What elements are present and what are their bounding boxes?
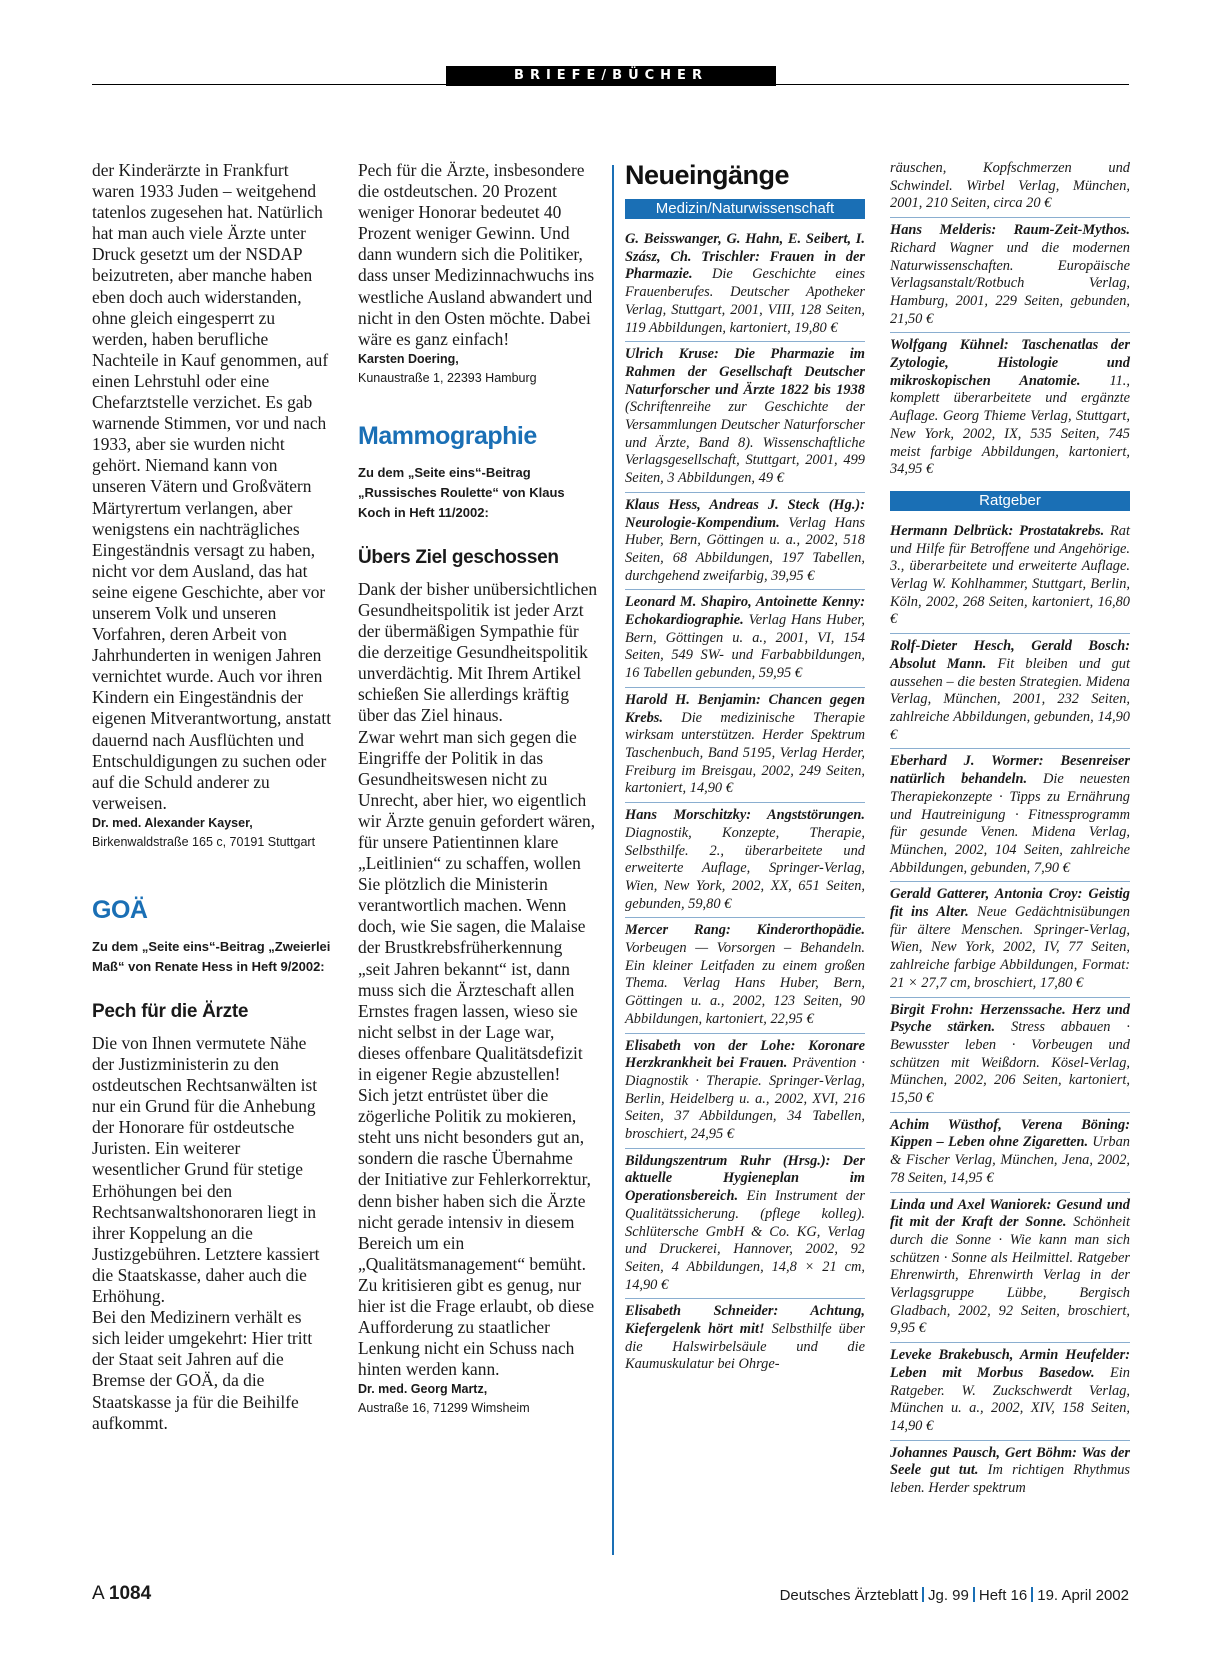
book-details: 11., komplett überarbeitete und ergänzte Auflage. Georg Thieme Verlag, Stuttgart, New York, 2002, IX, 535 Seiten, 745 meist farbige Abbildungen, kartoniert, 34,95 € xyxy=(890,372,1130,478)
book-details: Rat und Hilfe für Betroffene und Angehörige. 3., überarbeitete und erweiterte Auflage. Verlag W. Kohlhammer, Stuttgart, Berlin, Köln, 2002, 268 Seiten, kartoniert, 16,80 € xyxy=(890,522,1130,628)
section-title-mammographie: Mammographie xyxy=(358,421,537,450)
column-4 xyxy=(890,160,1130,1502)
book-details: Ein Ratgeber. W. Zuckschwerdt Verlag, München u. a., 2002, XIV, 158 Seiten, 14,90 € xyxy=(890,1364,1130,1434)
book-entry xyxy=(890,1192,1130,1339)
book-details: Verlag Hans Huber, Bern, Göttingen u. a., 2001, VI, 154 Seiten, 549 SW- und Farbabbildungen, 16 Tabellen gebunden, 59,95 € xyxy=(625,612,865,682)
signature-address: Birkenwaldstraße 165 c, 70191 Stuttgart xyxy=(92,834,316,849)
page-number-value: 1084 xyxy=(108,1583,152,1604)
book-title: Wolfgang Kühnel: Taschenatlas der Zytologie, Histologie und mikroskopischen Anatomie. xyxy=(890,337,1130,389)
book-entry xyxy=(625,802,865,913)
letter-text xyxy=(92,1033,332,1434)
book-details: Diagnostik, Konzepte, Therapie, Selbsthilfe. 2., überarbeitete und erweiterte Auflage, Springer-Verlag, Wien, New York, 2002, XX, 651 Seiten, gebunden, 59,80 € xyxy=(625,824,865,912)
section-intro: Zu dem „Seite eins“-Beitrag „Zweierlei Maß“ von Renate Hess in Heft 9/2002: xyxy=(92,938,331,974)
neueingaenge-title: Neueingänge xyxy=(625,160,790,190)
page-prefix: A xyxy=(92,1583,104,1604)
book-details: Selbsthilfe über die Halswirbelsäule und die Kaumuskulatur bei Ohrge- xyxy=(625,1321,865,1373)
separator xyxy=(922,1587,924,1602)
book-title: Ulrich Kruse: Die Pharmazie im Rahmen der Gesellschaft Deutscher Naturforscher und Ärzte 1822 bis 1938 xyxy=(625,346,865,398)
book-entry xyxy=(890,332,1130,479)
section-intro: Zu dem „Seite eins“-Beitrag „Russisches Roulette“ von Klaus Koch in Heft 11/2002: xyxy=(358,464,565,520)
book-title: Achim Wüsthof, Verena Böning: Kippen – Leben ohne Zigaretten. xyxy=(890,1116,1130,1151)
book-entry xyxy=(625,1148,865,1295)
book-entry xyxy=(625,231,865,337)
book-entry xyxy=(890,523,1130,629)
book-entry xyxy=(625,589,865,683)
book-entry xyxy=(890,997,1130,1108)
book-title: Linda und Axel Waniorek: Gesund und fit mit der Kraft der Sonne. xyxy=(890,1196,1130,1231)
book-list xyxy=(890,523,1130,1498)
book-title: Elisabeth von der Lohe: Koronare Herzkrankheit bei Frauen. xyxy=(625,1037,865,1072)
journal-volume: Jg. 99 xyxy=(928,1587,969,1604)
paragraph: Dank der bisher unübersichtlichen Gesundheitspolitik ist jeder Arzt der übermäßigen Sympathie für die derzeitige Gesundheitspolitik unverdächtig. Mit Ihrem Artikel schießen Sie allerdings kräftig über das Ziel hinaus. xyxy=(358,578,598,726)
book-entry xyxy=(890,1440,1130,1498)
journal-issue: Heft 16 xyxy=(978,1587,1028,1604)
journal-date: 19. April 2002 xyxy=(1037,1587,1129,1604)
book-title: Birgit Frohn: Herzenssache. Herz und Psyche stärken. xyxy=(890,1001,1130,1036)
column-1 xyxy=(92,160,332,1434)
letter-text xyxy=(358,579,598,1381)
book-entry xyxy=(890,1112,1130,1188)
signature-name: Karsten Doering, xyxy=(358,351,459,366)
book-details: Prävention · Diagnostik · Therapie. Springer-Verlag, Berlin, Heidelberg u. a., 2002, XVI, 216 Seiten, 37 Abbildungen, 34 Tabellen, broschiert, 24,95 € xyxy=(625,1055,865,1143)
book-entry xyxy=(625,687,865,798)
book-entry xyxy=(625,917,865,1028)
column-2 xyxy=(358,160,598,1418)
book-title: Hermann Delbrück: Prostatakrebs. xyxy=(890,522,1105,539)
letter-text: Pech für die Ärzte, insbesondere die ostdeutschen. 20 Prozent weniger Honorar bedeutet 40 Prozent weniger Gewinn. Und dann wundern sich die Politiker, dass unser Medizinnachwuchs ins westliche Ausland abwandert und nicht in den Osten möchte. Dabei wäre es ganz einfach! xyxy=(358,160,595,349)
book-details: Neue Gedächtnisübungen für ältere Menschen. Springer-Verlag, Wien, New York, 2002, IV, 77 Seiten, zahlreiche farbige Abbildungen, Format: 21 × 27,7 cm, broschiert, 17,80 € xyxy=(890,904,1130,991)
letter-text: der Kinderärzte in Frankfurt waren 1933 Juden – weitgehend tatenlos zugesehen hat. Natürlich hat man auch viele Ärzte unter Druck gesetzt um der NSDAP beizutreten, aber manche haben eben doch auch widerstanden, ohne gleich eingesperrt zu werden, haben berufliche Nachteile in Kauf genommen, auf einen Lehrstuhl oder eine Chefarztstelle verzichet. Es gab warnende Stimmen, vor und nach 1933, aber sie wurden nicht gehört. Niemand kann von unseren Vätern und Großvätern Märtyrertum verlangen, aber wenigstens ein nachträgliches Eingeständnis versagt zu haben, nicht vor dem Ausland, das hat seine eigene Geschichte, aber vor unserem Volk und unseren Vorfahren, deren Arbeit von Jahrhunderten in wenigen Jahren vernichtet wurde. Auch vor ihren Kindern ein Eingeständnis der eigenen Mitverantwortung, anstatt dauernd nach Ausflüchten und Entschuldigungen zu suchen oder auf die Schuld anderer zu verweisen. xyxy=(92,160,332,813)
book-title: Rolf-Dieter Hesch, Gerald Bosch: Absolut Mann. xyxy=(890,638,1130,672)
signature-address: Austraße 16, 71299 Wimsheim xyxy=(358,1401,530,1416)
page-number xyxy=(92,1583,151,1605)
letter-headline: Übers Ziel geschossen xyxy=(358,546,559,568)
book-title: Eberhard J. Wormer: Besenreiser natürlich behandeln. xyxy=(890,753,1130,788)
book-list xyxy=(625,231,865,1374)
book-entry xyxy=(890,160,1130,213)
section-title-goa: GOÄ xyxy=(92,895,148,924)
book-entry xyxy=(625,341,865,488)
paragraph: Zwar wehrt man sich gegen die Eingriffe der Politik in das Gesundheitswesen nicht zu Unrecht, aber hier, wo eigentlich wir Ärzte genuin gefordert wären, für unsere Patientinnen klare „Leitlinien“ zu schaffen, wollen Sie plötzlich die Ministerin verantwortlich machen. Wenn doch, wie Sie sagen, die Malaise der Brustkrebsfrüherkennung „seit Jahren bekannt“ ist, dann muss sich die Ärzteschaft allen Ernstes fragen lassen, wieso sie nicht selbst in der Lage war, dieses offenbare Qualitätsdefizit in eigener Regie abzustellen! xyxy=(358,726,596,1084)
signature-name: Dr. med. Georg Martz, xyxy=(358,1382,488,1397)
book-entry xyxy=(625,1298,865,1374)
book-entry xyxy=(890,1342,1130,1436)
book-entry xyxy=(890,633,1130,744)
book-title: Harold H. Benjamin: Chancen gegen Krebs. xyxy=(625,691,865,726)
paragraph: Zu kritisieren gibt es genug, nur hier ist die Frage erlaubt, ob diese Aufforderung zu staatlicher Lenkung nicht ein Schuss nach hinten werden kann. xyxy=(358,1274,595,1380)
book-details: Richard Wagner und die modernen Naturwissenschaften. Europäische Verlagsanstalt/Rotbuch Verlag, Hamburg, 2001, 229 Seiten, gebunden, 21,50 € xyxy=(890,239,1130,327)
book-details: Fit bleiben und gut aussehen – die besten Strategien. Midena Verlag, München, 2001, 232 Seiten, zahlreiche Abbildungen, gebunden, 14,90 € xyxy=(890,655,1130,743)
book-list xyxy=(890,160,1130,479)
book-title: Hans Melderis: Raum-Zeit-Mythos. xyxy=(890,222,1130,239)
signature-name: Dr. med. Alexander Kayser, xyxy=(92,815,253,830)
column-divider xyxy=(612,165,614,1555)
book-entry xyxy=(625,1033,865,1144)
signature-address: Kunaustraße 1, 22393 Hamburg xyxy=(358,370,537,385)
paragraph: Bei den Medizinern verhält es sich leider umgekehrt: Hier tritt der Staat seit Jahren auf die Bremse der GOÄ, da die Staatskasse ja für die Beihilfe aufkommt. xyxy=(92,1307,313,1433)
separator xyxy=(1031,1587,1033,1602)
section-header: BRIEFE/BÜCHER xyxy=(446,66,776,86)
book-title: Johannes Pausch, Gert Böhm: Was der Seele gut tut. xyxy=(890,1444,1130,1479)
paragraph: Sich jetzt entrüstet über die zögerliche Politik zu mokieren, steht uns nicht besonders gut an, sondern die rasche Übernahme der Initiative zur Fehlerkorrektur, denn bisher haben sich die Ärzte nicht gerade intensiv in diesem Bereich um ein „Qualitätsmanagement“ bemüht. xyxy=(358,1085,592,1274)
book-details: (Schriftenreihe zur Geschichte der Versammlungen Deutscher Naturforscher und Ärzte, Band 8). Wissenschaftliche Verlagsgesellschaft, Stuttgart, 2001, 499 Seiten, 3 Abbildungen, 49 € xyxy=(625,399,865,487)
book-title: Klaus Hess, Andreas J. Steck (Hg.): Neurologie-Kompendium. xyxy=(625,496,865,531)
book-entry xyxy=(625,492,865,586)
book-title: Elisabeth Schneider: Achtung, Kiefergelenk hört mit! xyxy=(625,1303,865,1338)
book-title: Gerald Gatterer, Antonia Croy: Geistig fit ins Alter. xyxy=(890,886,1130,921)
book-details: Vorbeugen — Vorsorgen – Behandeln. Ein kleiner Leitfaden zu einem großen Thema. Verlag Hans Huber, Bern, Göttingen u. a., 2002, 123 Seiten, 90 Abbildungen, kartoniert, 22,95 € xyxy=(625,940,865,1027)
letter-headline: Pech für die Ärzte xyxy=(92,1000,249,1022)
book-entry xyxy=(890,748,1130,877)
book-details: Ein Instrument der Qualitätssicherung. (pflege kolleg). Schlütersche GmbH & Co. KG, Verlag und Druckerei, Hannover, 2002, 92 Seiten, 4 Abbildungen, 14,8 × 21 cm, 14,90 € xyxy=(625,1188,865,1293)
book-title: G. Beisswanger, G. Hahn, E. Seibert, I. Szász, Ch. Trischler: Frauen in der Pharmazie. xyxy=(625,231,865,283)
book-details: Die medizinische Therapie wirksam unterstützen. Herder Spektrum Taschenbuch, Band 5195, Verlag Herder, Freiburg im Breisgau, 2002, 249 Seiten, kartoniert, 14,90 € xyxy=(625,709,865,797)
book-details: Verlag Hans Huber, Bern, Göttingen u. a., 2002, 518 Seiten, 68 Abbildungen, 197 Tabellen, durchgehend zweifarbig, 39,95 € xyxy=(625,514,865,584)
book-details: Stress abbauen · Bewusster leben · Vorbeugen und schützen mit Weißdorn. Kösel-Verlag, München, 2002, 206 Seiten, kartoniert, 15,50 € xyxy=(890,1019,1130,1107)
book-title: Leveke Brakebusch, Armin Heufelder: Leben mit Morbus Basedow. xyxy=(890,1347,1130,1381)
book-details: Die neuesten Therapiekonzepte · Tipps zu Ernährung und Hautreinigung · Fitnessprogramm für gesunde Venen. Midena Verlag, München, 2002, 104 Seiten, zahlreiche Abbildungen, gebunden, 7,90 € xyxy=(890,771,1130,876)
paragraph: Die von Ihnen vermutete Nähe der Justizministerin zu den ostdeutschen Rechtsanwälten ist nur ein Grund für die Anhebung der Honorare für ostdeutsche Juristen. Ein weiterer wesentlicher Grund für stetige Erhöhungen bei den Rechtsanwaltshonoraren liegt in ihrer Koppelung an die Justizgebühren. Letztere kassiert die Staatskasse, daher auch die Erhöhung. xyxy=(92,1032,320,1307)
book-entry xyxy=(890,217,1130,328)
book-title: Hans Morschitzky: Angststörungen. xyxy=(625,807,865,824)
category-bar-ratgeber: Ratgeber xyxy=(890,491,1130,511)
book-details: Im richtigen Rhythmus leben. Herder spektrum xyxy=(890,1462,1131,1497)
separator xyxy=(973,1587,975,1602)
category-bar-medizin: Medizin/Naturwissenschaft xyxy=(625,199,865,219)
book-details: Urban & Fischer Verlag, München, Jena, 2002, 78 Seiten, 14,95 € xyxy=(890,1134,1131,1186)
book-title: Leonard M. Shapiro, Antoinette Kenny: Echokardiographie. xyxy=(625,594,865,629)
column-3 xyxy=(625,160,865,1378)
book-entry xyxy=(890,881,1130,992)
journal-footer xyxy=(780,1587,1129,1604)
book-details: räuschen, Kopfschmerzen und Schwindel. Wirbel Verlag, München, 2001, 210 Seiten, circa 20 € xyxy=(890,160,1130,212)
book-title: Mercer Rang: Kinderorthopädie. xyxy=(625,922,865,939)
journal-name: Deutsches Ärzteblatt xyxy=(779,1587,918,1604)
book-details: Die Geschichte eines Frauenberufes. Deutscher Apotheker Verlag, Stuttgart, 2001, VIII, 128 Seiten, 119 Abbildungen, kartoniert, 19,80 € xyxy=(625,266,865,336)
book-details: Schönheit durch die Sonne · Wie kann man sich schützen · Sonne als Heilmittel. Ratgeber Ehrenwirth, Ehrenwirth Verlag in der Verlagsgruppe Lübbe, Bergisch Gladbach, 2002, 92 Seiten, broschiert, 9,95 € xyxy=(890,1214,1130,1337)
book-title: Bildungszentrum Ruhr (Hrsg.): Der aktuelle Hygieneplan im Operationsbereich. xyxy=(625,1152,865,1205)
